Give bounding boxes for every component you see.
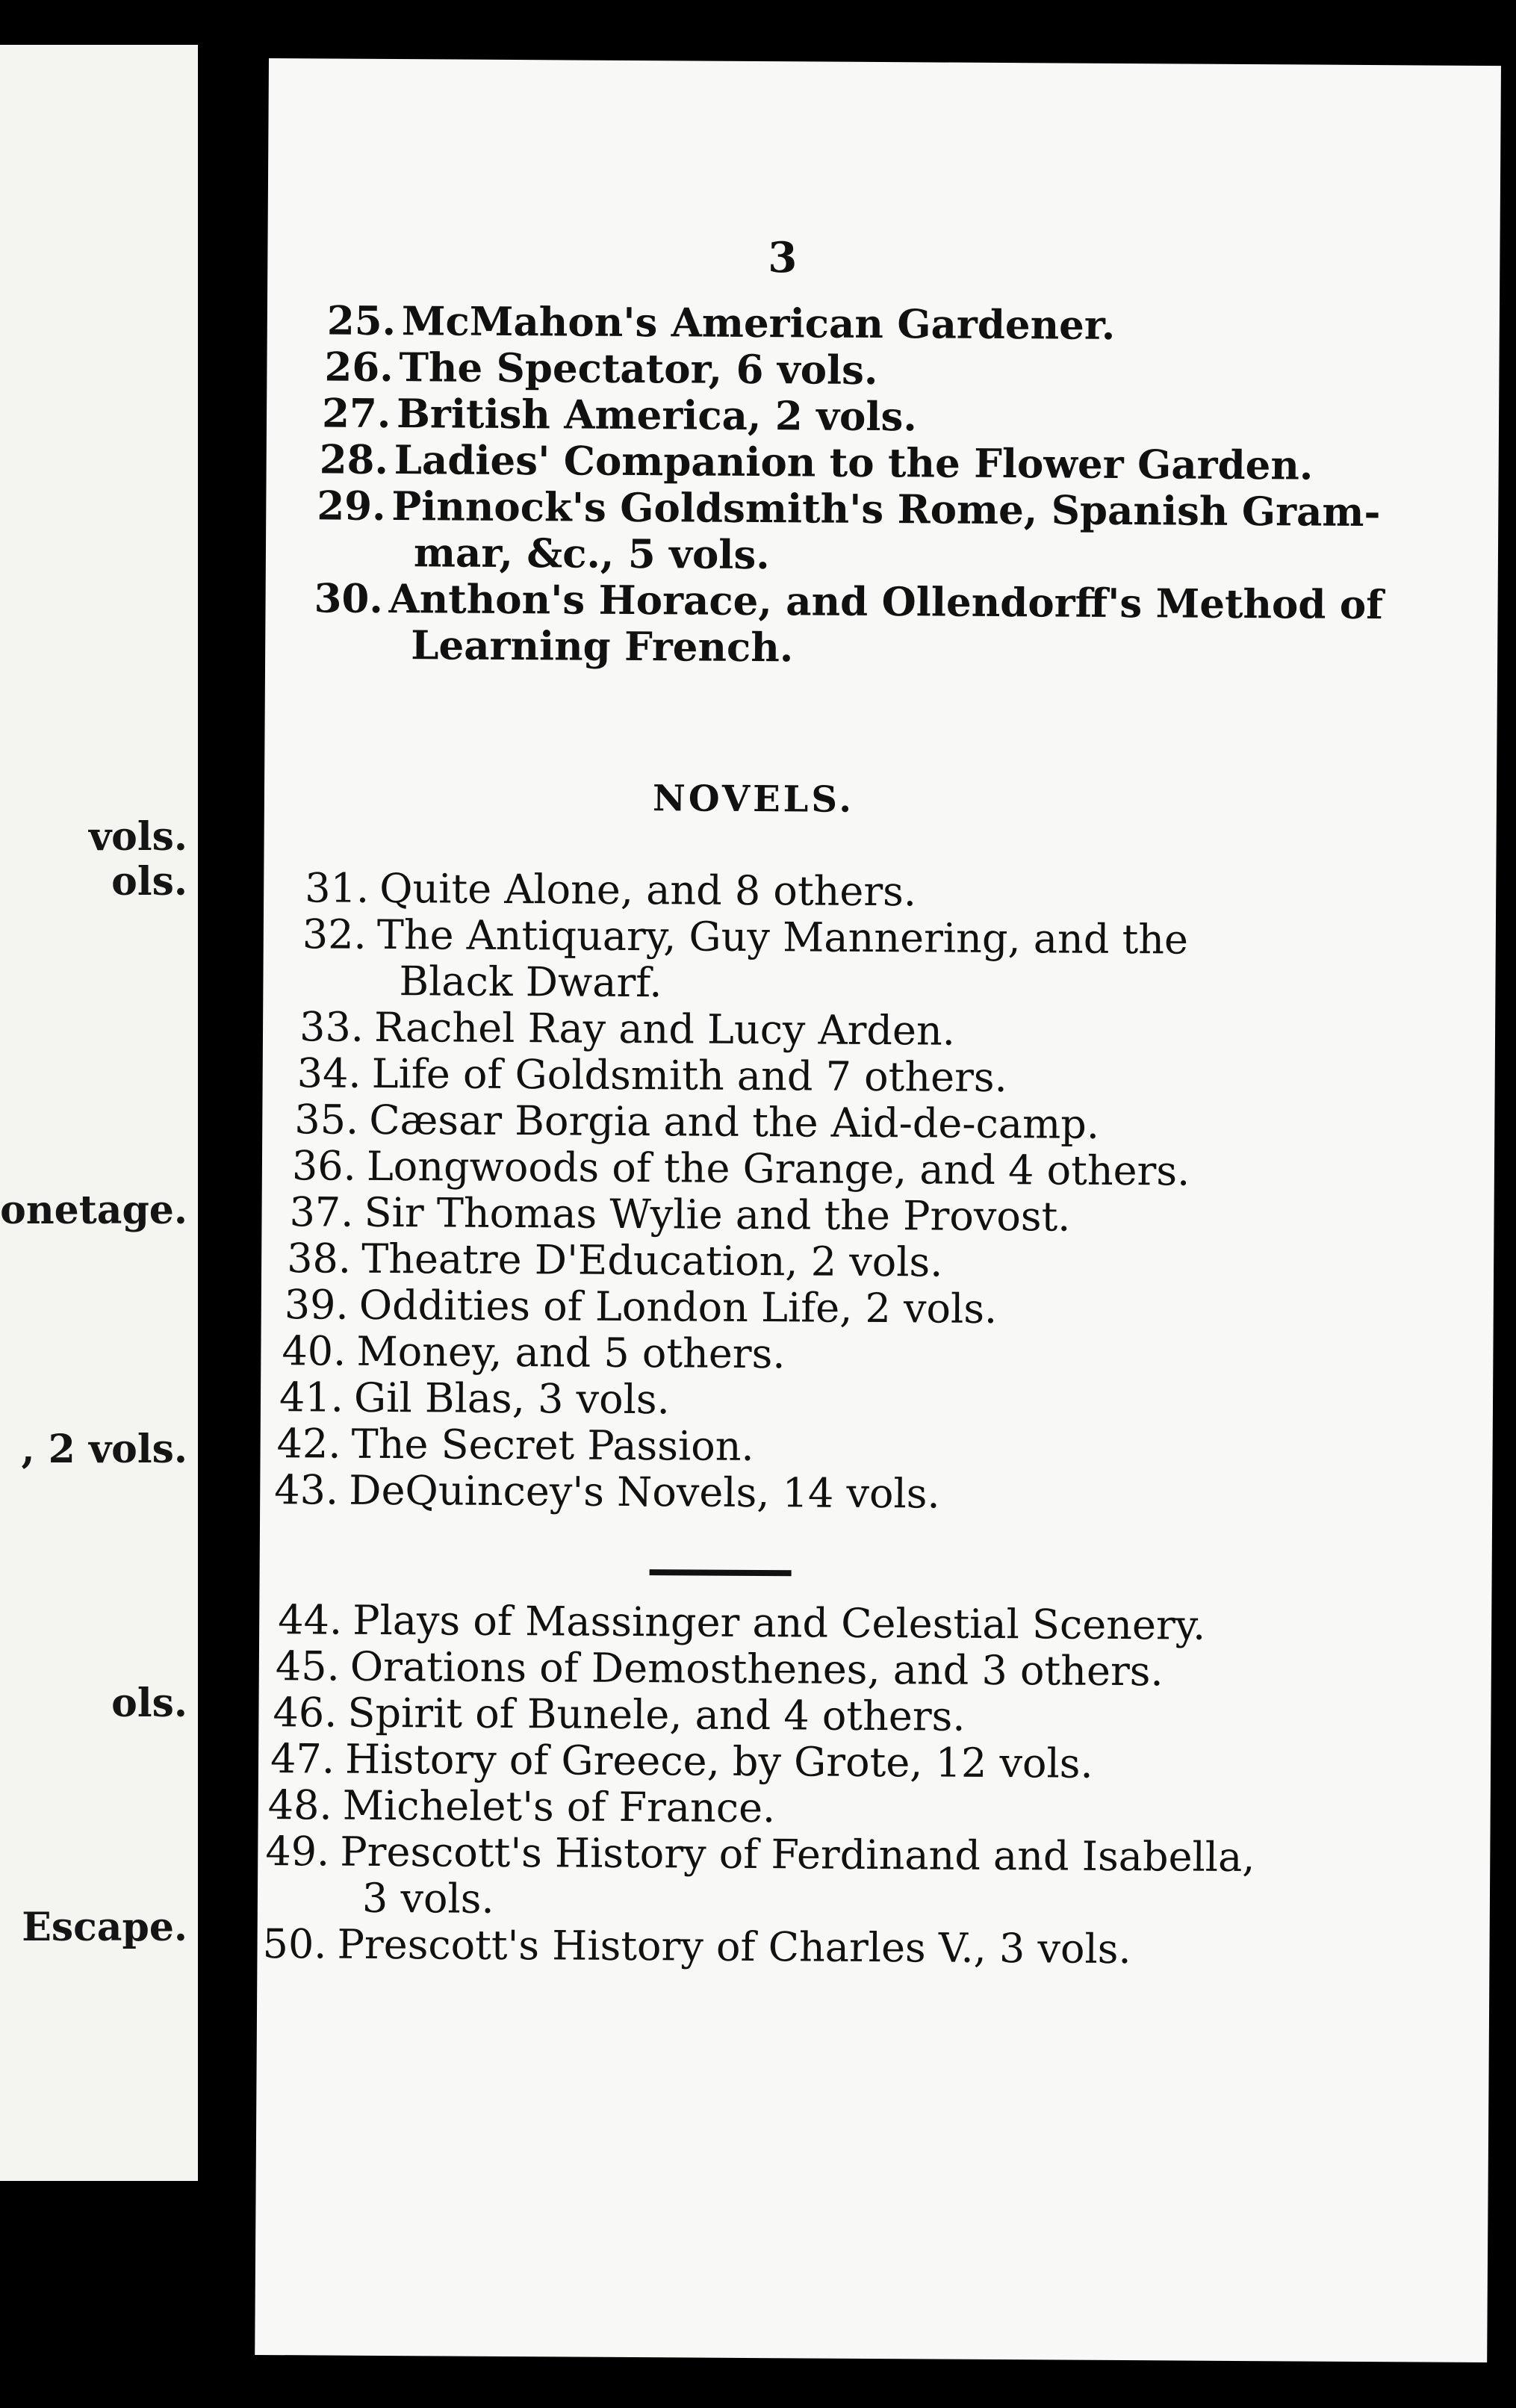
catalog-entry (278, 1597, 1205, 1649)
left-fragment: , 2 vols. (21, 1427, 187, 1472)
entry-text: Life of Goldsmith and 7 others. (371, 1049, 1007, 1102)
catalog-entry (320, 436, 1314, 488)
entry-number: 44. (278, 1596, 343, 1644)
catalog-entry (285, 1282, 998, 1332)
catalog-entry (322, 390, 917, 440)
catalog-entry (273, 1689, 965, 1740)
catalog-entry (292, 1143, 1190, 1194)
catalog-entry (299, 1004, 955, 1054)
entry-number: 33. (299, 1003, 364, 1051)
catalog-entry (265, 1828, 1255, 1927)
entry-list-top (269, 58, 1501, 671)
entry-number: 37. (289, 1188, 354, 1236)
catalog-entry (297, 1050, 1007, 1101)
entry-text: Ladies' Companion to the Flower Garden. (394, 437, 1314, 489)
entry-text: Prescott's History of Ferdinand and Isabella, (340, 1828, 1255, 1881)
entry-text: Money, and 5 others. (356, 1327, 786, 1378)
left-fragment: onetage. (0, 1188, 187, 1233)
entry-text: Michelet's of France. (342, 1781, 776, 1832)
entry-number: 41. (279, 1374, 344, 1421)
page-number: 3 (768, 233, 798, 283)
entry-number: 40. (282, 1327, 347, 1375)
catalog-entry (274, 1467, 940, 1517)
entry-number: 46. (273, 1689, 338, 1737)
entry-number: 50. (262, 1920, 327, 1968)
entry-number: 48. (267, 1781, 332, 1829)
entry-number: 31. (305, 864, 370, 912)
section-divider (650, 1569, 792, 1576)
entry-text: Cæsar Borgia and the Aid-de-camp. (369, 1096, 1100, 1148)
entry-number: 30. (314, 575, 383, 622)
entry-number: 49. (265, 1828, 330, 1875)
entry-number: 34. (296, 1049, 361, 1097)
catalog-entry (268, 1782, 776, 1831)
entry-text: Plays of Massinger and Celestial Scenery. (352, 1596, 1206, 1649)
entry-number: 45. (275, 1642, 340, 1690)
catalog-entry (279, 1374, 670, 1423)
entry-text: DeQuincey's Novels, 14 vols. (349, 1466, 940, 1518)
entry-text: Theatre D'Education, 2 vols. (361, 1235, 943, 1286)
catalog-entry (317, 482, 1381, 582)
entry-number: 36. (291, 1142, 357, 1190)
catalog-entry (294, 1096, 1099, 1148)
entry-text: Sir Thomas Wylie and the Provost. (364, 1188, 1071, 1241)
entry-text: Quite Alone, and 8 others. (379, 864, 917, 916)
left-fragment: ols. (111, 859, 187, 904)
left-page-fragment (0, 45, 198, 2181)
entry-number: 42. (276, 1420, 341, 1468)
entry-text: Oddities of London Life, 2 vols. (358, 1281, 998, 1332)
catalog-entry (276, 1421, 754, 1470)
entry-number: 27. (321, 390, 391, 438)
left-fragment: ols. (111, 1681, 187, 1726)
entry-number: 38. (286, 1235, 352, 1282)
entry-number: 35. (294, 1096, 359, 1144)
catalog-entry (302, 911, 1188, 1009)
entry-text: The Secret Passion. (351, 1420, 754, 1471)
entry-text: Orations of Demosthenes, and 3 others. (350, 1642, 1164, 1695)
left-fragment: vols. (88, 814, 187, 860)
catalog-entry (305, 865, 916, 915)
entry-text: British America, 2 vols. (396, 391, 917, 441)
entry-text: Gil Blas, 3 vols. (353, 1374, 670, 1424)
catalog-page (255, 58, 1501, 2362)
entry-text: Anthon's Horace, and Ollendorff's Method of (388, 575, 1384, 629)
catalog-entry (314, 575, 1383, 674)
catalog-entry (270, 1736, 1093, 1787)
entry-number: 26. (324, 344, 394, 391)
entry-text: History of Greece, by Grote, 12 vols. (344, 1735, 1093, 1787)
entry-text: Spirit of Bunele, and 4 others. (347, 1689, 966, 1740)
entry-number: 43. (274, 1466, 339, 1514)
entry-number: 28. (319, 436, 389, 483)
left-fragment: Escape. (22, 1905, 187, 1950)
entry-text: The Spectator, 6 vols. (399, 344, 878, 394)
entry-text: Learning French. (411, 622, 794, 671)
entry-text: The Antiquary, Guy Mannering, and the (376, 910, 1189, 963)
entry-number: 29. (317, 482, 386, 530)
entry-text: McMahon's American Gardener. (401, 298, 1116, 349)
entry-text: mar, &c., 5 vols. (413, 530, 770, 579)
entry-text: Rachel Ray and Lucy Arden. (373, 1003, 956, 1055)
catalog-entry (287, 1235, 943, 1285)
entry-text: Pinnock's Goldsmith's Rome, Spanish Gram- (391, 483, 1381, 536)
catalog-entry (262, 1921, 1131, 1973)
entry-number: 32. (302, 910, 367, 958)
catalog-entry (289, 1189, 1070, 1240)
entry-number: 25. (326, 297, 397, 345)
entry-text: Longwoods of the Grange, and 4 others. (366, 1142, 1190, 1195)
catalog-entry (276, 1643, 1164, 1695)
catalog-entry (327, 297, 1116, 348)
catalog-entry (324, 344, 877, 394)
entry-number: 39. (284, 1281, 349, 1329)
catalog-entry (282, 1328, 785, 1377)
entry-number: 47. (270, 1735, 335, 1783)
entry-text: 3 vols. (361, 1874, 494, 1923)
section-heading: NOVELS. (652, 778, 855, 821)
entry-text: Prescott's History of Charles V., 3 vols. (337, 1920, 1131, 1973)
entry-text: Black Dwarf. (399, 958, 662, 1007)
